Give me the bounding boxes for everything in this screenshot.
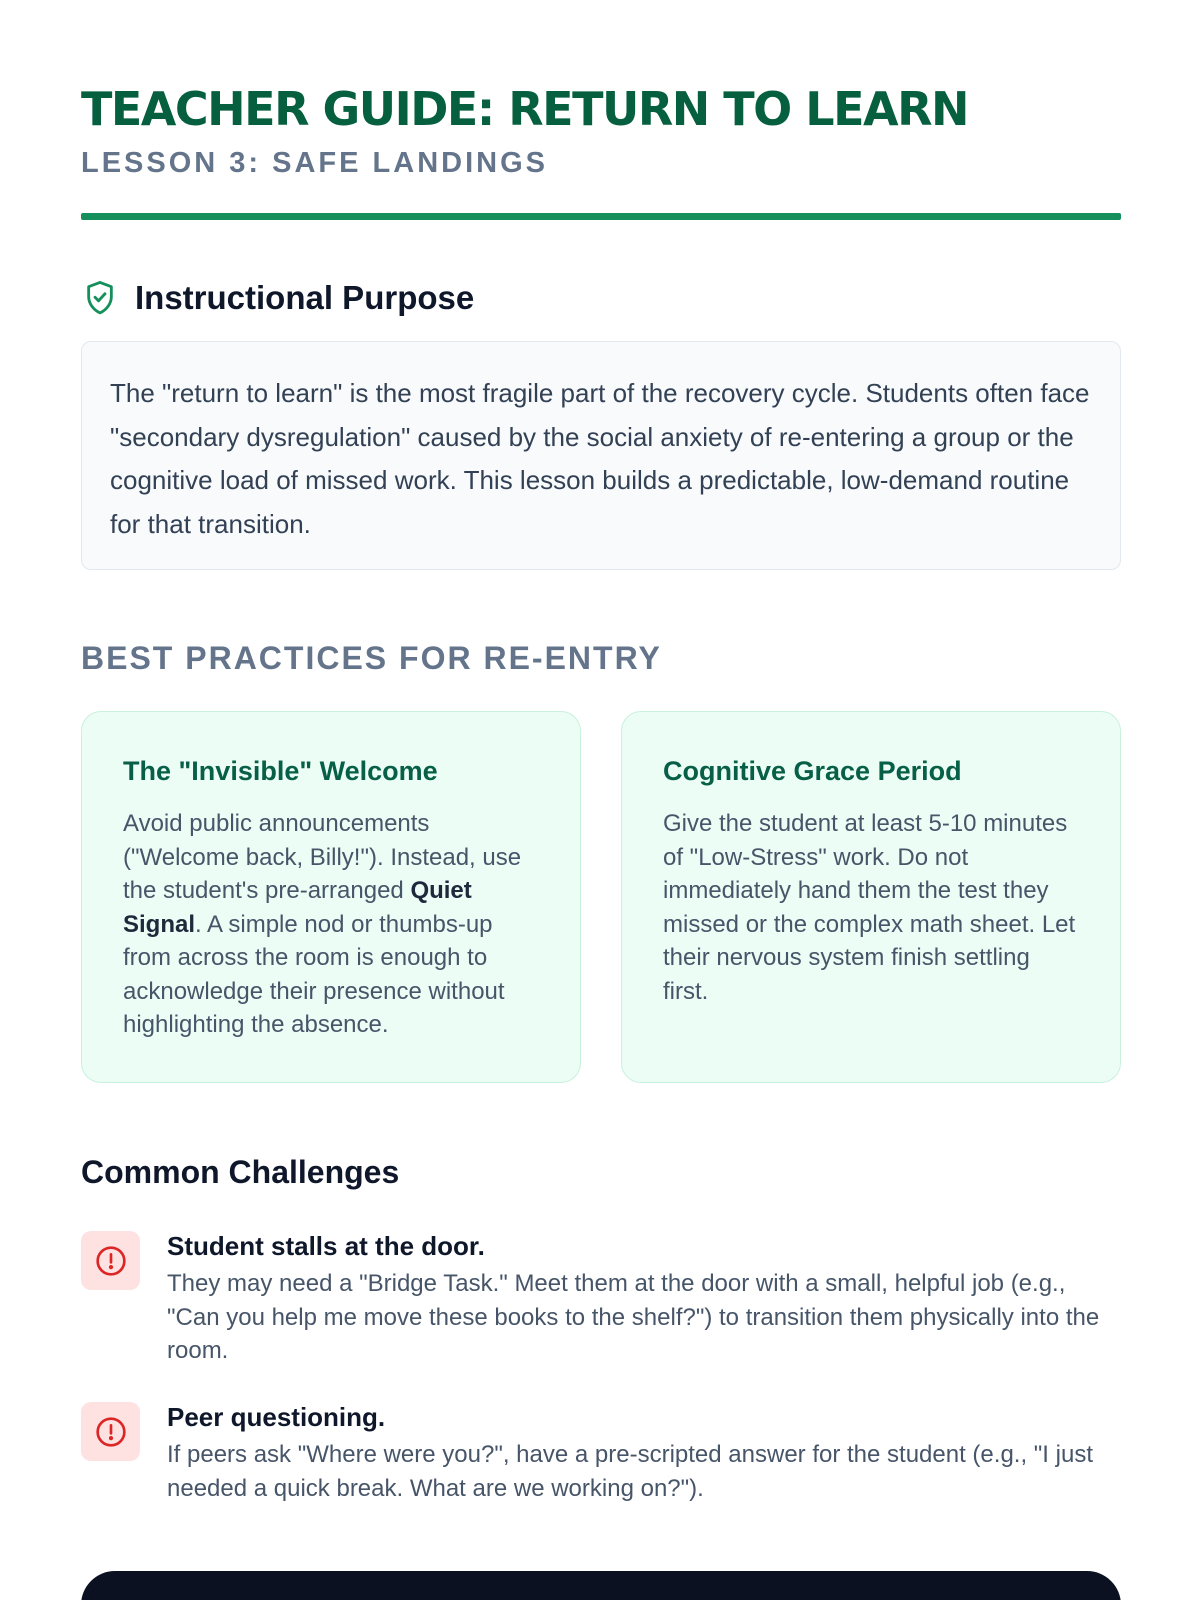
- alert-circle-icon: [81, 1231, 140, 1290]
- practice-card-invisible-welcome: [81, 711, 581, 1083]
- challenge-title: Student stalls at the door.: [167, 1231, 485, 1261]
- footer-banner: [81, 1571, 1121, 1600]
- instructional-purpose-box: [81, 341, 1121, 570]
- shield-check-icon: [81, 278, 119, 318]
- section-heading-common-challenges: Common Challenges: [81, 1154, 400, 1190]
- practice-card-text: Give the student at least 5-10 minutes of "Low-Stress" work. Do not immediately hand them the test they missed or the complex math sheet. Let their nervous system finish settling first.: [663, 810, 1076, 1005]
- practice-card-title: The "Invisible" Welcome: [123, 756, 438, 786]
- challenge-title: Peer questioning.: [167, 1402, 386, 1432]
- instructional-purpose-text: The "return to learn" is the most fragile part of the recovery cycle. Students often face "secondary dysregulation" caused by the social anxiety of re-entering a group or the cognitive load of missed work. This lesson builds a predictable, low-demand routine for that transition.: [110, 378, 1090, 539]
- section-heading-best-practices: BEST PRACTICES FOR RE-ENTRY: [81, 640, 662, 676]
- alert-circle-icon: [81, 1402, 140, 1461]
- practice-card-title: Cognitive Grace Period: [663, 756, 962, 786]
- practice-card-cognitive-grace-period: [621, 711, 1121, 1083]
- practice-card-text: [123, 807, 540, 1042]
- practice-card-text-part: Avoid public announcements ("Welcome back, Billy!"). Instead, use the student's pre-arranged: [123, 810, 522, 904]
- challenge-body: [167, 1231, 1121, 1368]
- challenge-body: [167, 1402, 1121, 1505]
- page-title: TEACHER GUIDE: RETURN TO LEARN: [81, 82, 969, 136]
- header-divider: [81, 213, 1121, 220]
- section-heading-instructional-purpose: Instructional Purpose: [135, 279, 475, 316]
- challenge-text: They may need a "Bridge Task." Meet them at the door with a small, helpful job (e.g., "Can you help me move these books to the shelf?") to transition them physically into the room.: [167, 1270, 1100, 1364]
- challenge-text: If peers ask "Where were you?", have a pre-scripted answer for the student (e.g., "I just needed a quick break. What are we working on?").: [167, 1441, 1093, 1502]
- practice-card-text-part: . A simple nod or thumbs-up from across the room is enough to acknowledge their presence without highlighting the absence.: [123, 910, 505, 1038]
- lesson-subtitle: LESSON 3: SAFE LANDINGS: [81, 147, 548, 179]
- quiet-signal-emphasis: Quiet Signal: [123, 877, 472, 938]
- instructional-purpose-header: [81, 278, 474, 318]
